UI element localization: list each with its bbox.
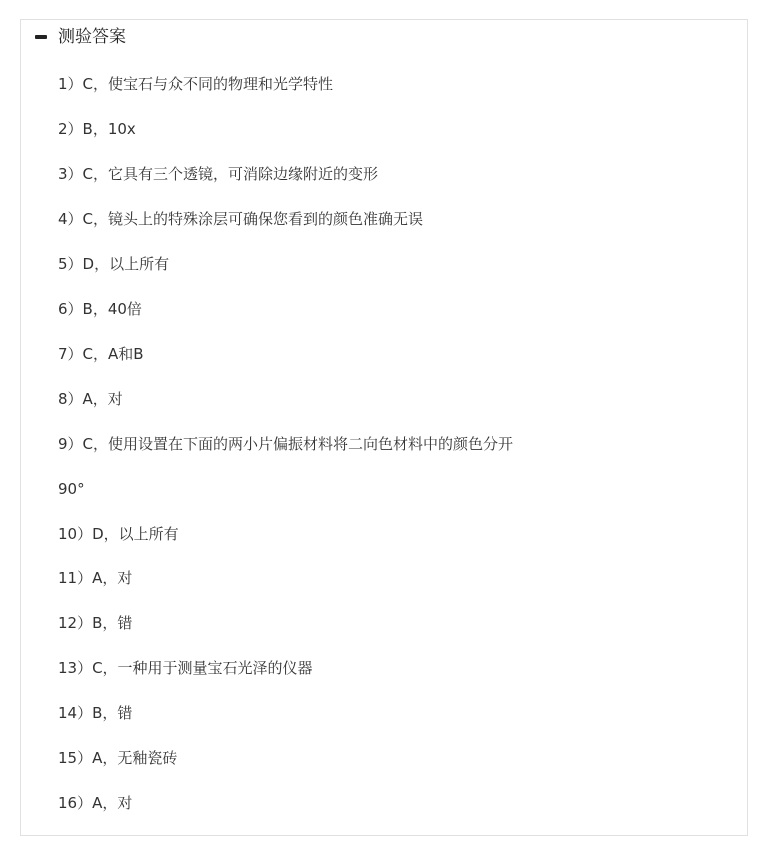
answer-item-5: 5）D，以上所有 — [58, 255, 170, 273]
answer-item-16: 16）A，对 — [58, 794, 133, 812]
answer-item-2: 2）B，10x — [58, 120, 136, 138]
answer-item-3: 3）C，它具有三个透镜，可消除边缘附近的变形 — [58, 165, 379, 183]
answer-item-14: 14）B，错 — [58, 704, 133, 722]
section-header[interactable] — [21, 20, 747, 54]
answer-item-4: 4）C，镜头上的特殊涂层可确保您看到的颜色准确无误 — [58, 210, 424, 228]
answer-item-10: 10）D，以上所有 — [58, 525, 179, 543]
answer-item-1: 1）C，使宝石与众不同的物理和光学特性 — [58, 75, 334, 93]
answer-item-12: 12）B，错 — [58, 614, 133, 632]
section-title: 测验答案 — [58, 27, 126, 47]
answer-item-8: 8）A，对 — [58, 390, 123, 408]
answer-note-9: 90° — [58, 480, 85, 498]
minus-icon[interactable] — [35, 35, 47, 39]
answer-item-9: 9）C，使用设置在下面的两小片偏振材料将二向色材料中的颜色分开 — [58, 435, 514, 453]
answer-item-6: 6）B，40倍 — [58, 300, 142, 318]
answer-item-15: 15）A，无釉瓷砖 — [58, 749, 178, 767]
answer-item-11: 11）A，对 — [58, 569, 133, 587]
answer-item-7: 7）C，A和B — [58, 345, 144, 363]
answer-item-13: 13）C，一种用于测量宝石光泽的仪器 — [58, 659, 313, 677]
answer-list — [58, 72, 513, 836]
quiz-answers-panel — [20, 19, 748, 836]
